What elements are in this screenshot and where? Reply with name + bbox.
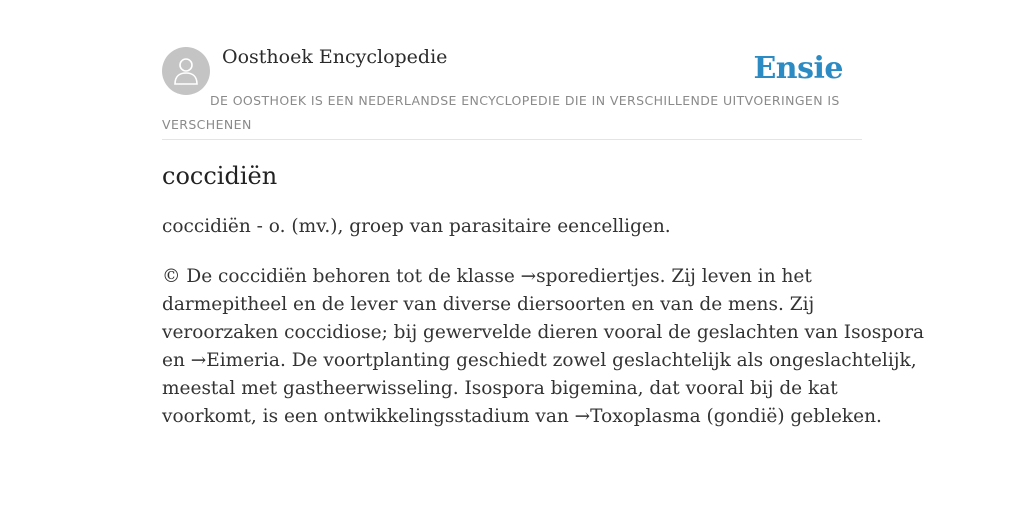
source-title[interactable]: Oosthoek Encyclopedie — [222, 46, 448, 68]
source-avatar[interactable] — [162, 47, 210, 95]
entry-body — [162, 263, 925, 431]
body-line: darmepitheel en de lever van diverse diersoorten en van de mens. Zij — [162, 294, 815, 315]
user-silhouette-icon — [172, 56, 200, 86]
body-line: voorkomt, is een ontwikkelingsstadium van →Toxoplasma (gondië) gebleken. — [162, 406, 882, 427]
brand-logo[interactable]: Ensie — [753, 51, 843, 86]
body-line: veroorzaken coccidiose; bij gewervelde dieren vooral de geslachten van Isospora — [162, 322, 925, 343]
entry-title: coccidiën — [162, 162, 278, 190]
body-line: en →Eimeria. De voortplanting geschiedt zowel geslachtelijk als ongeslachtelijk, — [162, 350, 917, 371]
body-line: meestal met gastheerwisseling. Isospora bigemina, dat vooral bij de kat — [162, 378, 838, 399]
source-header — [162, 40, 862, 140]
source-tagline: DE OOSTHOEK IS EEN NEDERLANDSE ENCYCLOPEDIE DIE IN VERSCHILLENDE UITVOERINGEN IS VERSCHENEN — [162, 93, 840, 132]
body-line: © De coccidiën behoren tot de klasse →sporediertjes. Zij leven in het — [162, 266, 812, 287]
entry-definition: coccidiën - o. (mv.), groep van parasitaire eencelligen. — [162, 216, 671, 237]
